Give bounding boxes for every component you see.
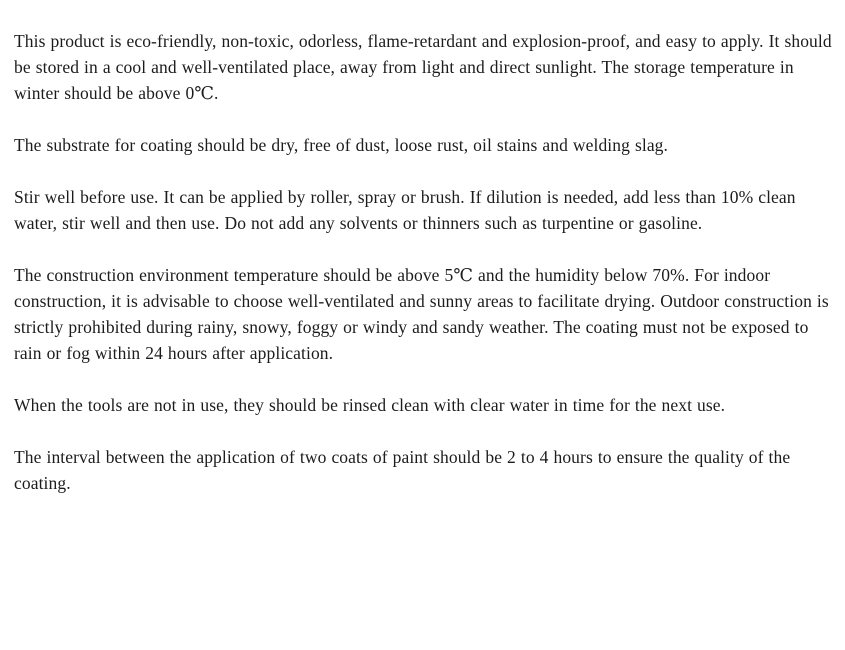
paragraph-storage-properties: This product is eco-friendly, non-toxic, odorless, flame-retardant and explosion-proof, and easy to apply. It should be stored in a cool and well-ventilated place, away from light and direct sunlight. The storage temperature in winter should be above 0℃. xyxy=(14,31,832,103)
paragraph-application-dilution: Stir well before use. It can be applied by roller, spray or brush. If dilution is needed, add less than 10% clean water, stir well and then use. Do not add any solvents or thinners such as turpentine or gasoline. xyxy=(14,187,796,233)
paragraph-tool-cleaning: When the tools are not in use, they should be rinsed clean with clear water in time for the next use. xyxy=(14,395,726,415)
paragraph-substrate-requirements: The substrate for coating should be dry, free of dust, loose rust, oil stains and welding slag. xyxy=(14,135,669,155)
paragraph-construction-environment: The construction environment temperature should be above 5℃ and the humidity below 70%. For indoor construction, it is advisable to choose well-ventilated and sunny areas to facilitate drying. Outdoor construction is strictly prohibited during rainy, snowy, foggy or windy and sandy weather. The coating must not be exposed to rain or fog within 24 hours after application. xyxy=(14,265,829,363)
paragraph-coat-interval: The interval between the application of two coats of paint should be 2 to 4 hours to ensure the quality of the coating. xyxy=(14,447,791,493)
